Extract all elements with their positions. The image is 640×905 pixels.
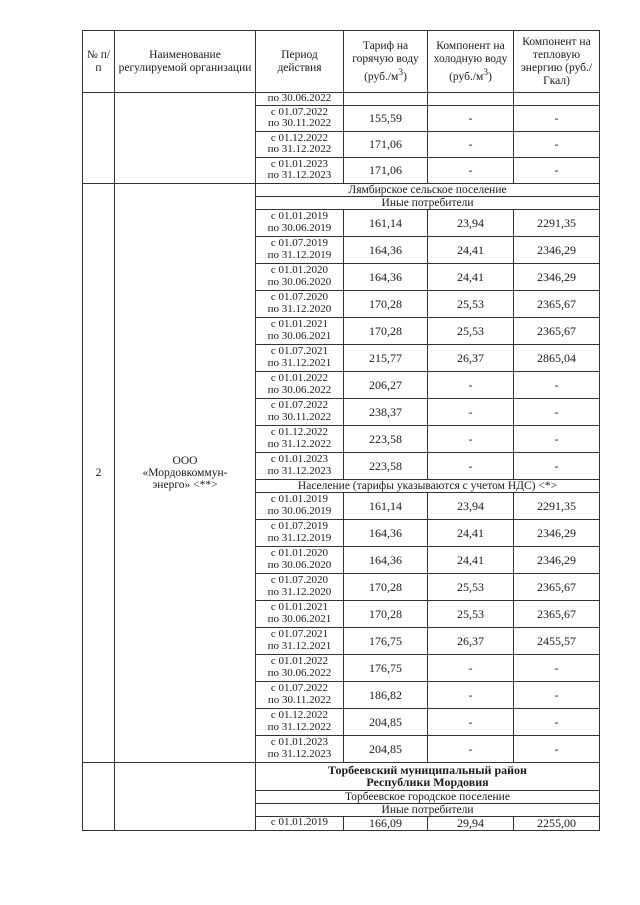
period-to: по 30.06.2020 <box>267 558 332 571</box>
tariff-value: 223,58 <box>344 452 428 479</box>
heat-component-value: - <box>514 398 600 425</box>
period-to: по 30.06.2021 <box>267 329 332 342</box>
period-from: с 01.12.2022 <box>270 426 329 438</box>
cold-component-value: - <box>428 735 514 762</box>
period-to: по 31.12.2020 <box>267 585 332 598</box>
period-to: по 30.06.2022 <box>267 383 332 396</box>
cold-component-value: - <box>428 452 514 479</box>
tariff-value: 170,28 <box>344 317 428 344</box>
period-cell <box>256 344 344 371</box>
org1-num-cell <box>83 93 115 184</box>
heat-component-value: 2365,67 <box>514 317 600 344</box>
period-cell: с 01.01.2019 <box>256 816 344 830</box>
period-cell <box>256 654 344 681</box>
period-from: с 01.07.2022 <box>270 105 329 118</box>
period-from: с 01.07.2020 <box>270 291 329 303</box>
tariff-document <box>82 30 600 831</box>
period-cell <box>256 131 344 157</box>
period-from: с 01.01.2021 <box>270 318 329 330</box>
group-title-other-cell: Иные потребители <box>256 196 600 209</box>
header-cold-component: Компонент на холодную воду $(руб./м^3)$ <box>428 31 514 93</box>
period-from: с 01.07.2020 <box>270 574 329 586</box>
tariff-value: 170,28 <box>344 600 428 627</box>
period-cell <box>256 519 344 546</box>
heat-component-value: - <box>514 425 600 452</box>
tariff-value: 155,59 <box>344 105 428 131</box>
period-to: по 31.12.2019 <box>267 248 332 261</box>
period-to: по 31.12.2023 <box>267 747 332 760</box>
period-cell <box>256 573 344 600</box>
tariff-value: 170,28 <box>344 573 428 600</box>
org2-name: ООО «Мордовкоммун-энерго» <**> <box>115 183 256 762</box>
period-to: по 30.06.2022 <box>267 92 332 104</box>
period-cell <box>256 681 344 708</box>
district-row <box>83 762 600 790</box>
period-from: с 01.01.2019 <box>270 210 329 222</box>
heat-component-value: - <box>514 452 600 479</box>
cold-component-value: - <box>428 131 514 157</box>
period-to: по 31.12.2023 <box>267 464 332 477</box>
header-row <box>83 31 600 93</box>
period-cell <box>256 708 344 735</box>
period-from: с 01.01.2022 <box>270 655 329 667</box>
cold-component-value: - <box>428 425 514 452</box>
tariff-value: 164,36 <box>344 519 428 546</box>
tariff-value: 166,09 <box>344 816 428 830</box>
period-to: по 31.12.2019 <box>267 531 332 544</box>
district-settlement-cell: Торбеевское городское поселение <box>256 790 600 803</box>
period-to: по 30.06.2019 <box>267 504 332 517</box>
tariff-value: 204,85 <box>344 735 428 762</box>
period-cell <box>256 735 344 762</box>
period-cell <box>256 157 344 183</box>
heat-component-value: 2346,29 <box>514 519 600 546</box>
cold-component-value: 24,41 <box>428 236 514 263</box>
period-cell <box>256 425 344 452</box>
tariff-value: 176,75 <box>344 654 428 681</box>
header-heat-component: Компонент на тепловую энергию (руб./Гкал) <box>514 31 600 93</box>
tariff-value <box>344 93 428 106</box>
heat-component-value: 2255,00 <box>514 816 600 830</box>
period-from: с 01.07.2022 <box>270 682 329 694</box>
tariff-value: 164,36 <box>344 263 428 290</box>
period-to: по 30.11.2022 <box>267 410 332 423</box>
period-cell <box>256 371 344 398</box>
period-to: по 31.12.2022 <box>267 720 332 733</box>
period-cell <box>256 236 344 263</box>
tariff-value: 161,14 <box>344 492 428 519</box>
period-cell <box>256 209 344 236</box>
heat-component-value: 2865,04 <box>514 344 600 371</box>
period-cell <box>256 263 344 290</box>
cold-component-value <box>428 93 514 106</box>
period-to: по 30.06.2022 <box>267 666 332 679</box>
heat-component-value: 2365,67 <box>514 600 600 627</box>
heat-component-value: - <box>514 654 600 681</box>
period-from: с 01.01.2023 <box>270 453 329 465</box>
tariff-value: 215,77 <box>344 344 428 371</box>
district-name-cell <box>115 762 256 830</box>
cold-component-value: - <box>428 398 514 425</box>
cold-component-value: 23,94 <box>428 209 514 236</box>
period-from: с 01.12.2022 <box>270 131 329 144</box>
tariff-value: 164,36 <box>344 546 428 573</box>
heat-component-value: - <box>514 735 600 762</box>
period-from: с 01.01.2023 <box>270 736 329 748</box>
table-row <box>83 93 600 106</box>
heat-component-value: - <box>514 131 600 157</box>
org1-name-cell <box>115 93 256 184</box>
heat-component-value: 2365,67 <box>514 573 600 600</box>
cold-component-value: 25,53 <box>428 317 514 344</box>
header-org-name: Наименование регулируемой организации <box>115 31 256 93</box>
period-from: с 01.07.2019 <box>270 237 329 249</box>
period-to: по 31.12.2021 <box>267 639 332 652</box>
tariff-value: 171,06 <box>344 157 428 183</box>
tariff-value: 171,06 <box>344 131 428 157</box>
tariff-value: 161,14 <box>344 209 428 236</box>
heat-component-value: - <box>514 371 600 398</box>
period-cell <box>256 317 344 344</box>
period-cell <box>256 105 344 131</box>
period-to: по 30.11.2022 <box>267 117 332 129</box>
period-from: с 01.01.2023 <box>270 157 329 170</box>
period-cell <box>256 398 344 425</box>
period-to: по 30.06.2019 <box>267 221 332 234</box>
period-cell <box>256 627 344 654</box>
heat-component-value: - <box>514 708 600 735</box>
cold-component-value: - <box>428 105 514 131</box>
tariff-value: 176,75 <box>344 627 428 654</box>
cold-component-value: 29,94 <box>428 816 514 830</box>
period-from: с 01.07.2021 <box>270 628 329 640</box>
tariff-value: 186,82 <box>344 681 428 708</box>
district-group-title-cell: Иные потребители <box>256 803 600 816</box>
cold-component-value: 25,53 <box>428 290 514 317</box>
period-cell <box>256 492 344 519</box>
cold-component-value: 26,37 <box>428 627 514 654</box>
cold-component-value: - <box>428 708 514 735</box>
period-to: по 31.12.2021 <box>267 356 332 369</box>
heat-component-value: 2346,29 <box>514 263 600 290</box>
header-num: № п/п <box>83 31 115 93</box>
cold-component-value: 25,53 <box>428 600 514 627</box>
period-from: с 01.07.2021 <box>270 345 329 357</box>
cold-component-value: 25,53 <box>428 573 514 600</box>
tariff-value: 238,37 <box>344 398 428 425</box>
heat-component-value: 2291,35 <box>514 492 600 519</box>
heat-component-value: 2365,67 <box>514 290 600 317</box>
cold-component-value: 24,41 <box>428 546 514 573</box>
period-cell <box>256 600 344 627</box>
org2-num: 2 <box>83 183 115 762</box>
period-from: с 01.12.2022 <box>270 709 329 721</box>
header-period: Период действия <box>256 31 344 93</box>
tariff-value: 164,36 <box>344 236 428 263</box>
period-to: по 30.06.2020 <box>267 275 332 288</box>
heat-component-value: 2346,29 <box>514 546 600 573</box>
settlement-row <box>83 183 600 196</box>
tariff-table <box>82 30 600 831</box>
period-to: по 30.11.2022 <box>267 693 332 706</box>
period-cell <box>256 93 344 106</box>
cold-component-value: - <box>428 157 514 183</box>
period-from: с 01.01.2020 <box>270 264 329 276</box>
tariff-value: 170,28 <box>344 290 428 317</box>
cold-component-value: - <box>428 654 514 681</box>
group-title-population-cell: Население (тарифы указываются с учетом НДС) <*> <box>256 479 600 492</box>
cold-component-value: 24,41 <box>428 519 514 546</box>
cold-component-value: 23,94 <box>428 492 514 519</box>
period-to: по 30.06.2021 <box>267 612 332 625</box>
period-to: по 31.12.2022 <box>267 143 332 155</box>
period-from: с 01.01.2022 <box>270 372 329 384</box>
period-cell <box>256 290 344 317</box>
cold-component-value: - <box>428 681 514 708</box>
heat-component-value: 2455,57 <box>514 627 600 654</box>
cold-component-value: 24,41 <box>428 263 514 290</box>
period-from: с 01.07.2022 <box>270 399 329 411</box>
period-from: с 01.07.2019 <box>270 520 329 532</box>
period-from: с 01.01.2021 <box>270 601 329 613</box>
tariff-value: 223,58 <box>344 425 428 452</box>
district-title: Торбеевский муниципальный район Республики Мордовия <box>256 762 600 790</box>
cold-component-value: 26,37 <box>428 344 514 371</box>
heat-component-value: 2346,29 <box>514 236 600 263</box>
period-cell <box>256 546 344 573</box>
heat-component-value: - <box>514 105 600 131</box>
settlement-title: Лямбирское сельское поселение <box>256 183 600 196</box>
heat-component-value: - <box>514 681 600 708</box>
period-cell <box>256 452 344 479</box>
tariff-value: 204,85 <box>344 708 428 735</box>
heat-component-value: 2291,35 <box>514 209 600 236</box>
period-to: по 31.12.2020 <box>267 302 332 315</box>
tariff-value: 206,27 <box>344 371 428 398</box>
period-to: по 31.12.2023 <box>267 169 332 181</box>
heat-component-value <box>514 93 600 106</box>
period-to: по 31.12.2022 <box>267 437 332 450</box>
cold-component-value: - <box>428 371 514 398</box>
district-num-cell <box>83 762 115 830</box>
heat-component-value: - <box>514 157 600 183</box>
period-from: с 01.01.2020 <box>270 547 329 559</box>
period-from: с 01.01.2019 <box>270 493 329 505</box>
header-tariff: Тариф на горячую воду $(руб./м^3)$ <box>344 31 428 93</box>
